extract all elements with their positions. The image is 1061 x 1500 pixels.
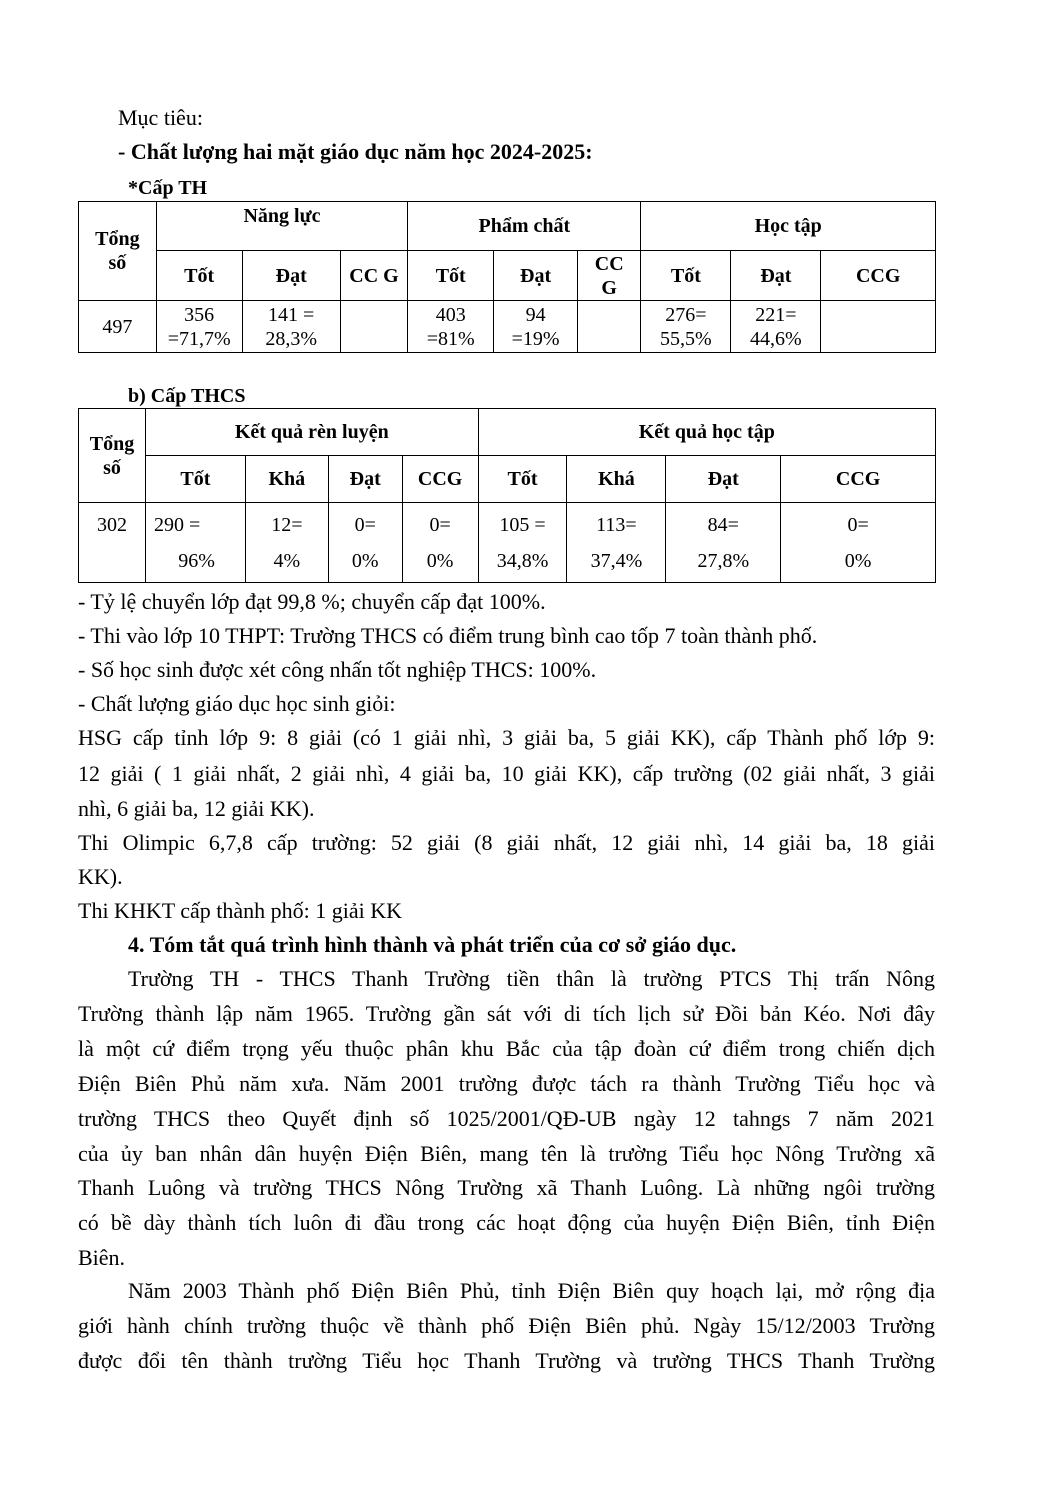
th-sub-header: CCG	[821, 251, 936, 301]
hsg-line: nhì, 6 giải ba, 12 giải KK).	[78, 796, 315, 821]
history-line-2: giới hành chính trường thuộc về thành phố Điện Biên phủ. Ngày 15/12/2003 Trường	[78, 1313, 935, 1338]
thcs-ren-luyen-header: Kết quả rèn luyện	[145, 409, 478, 456]
thcs-value-line1: 0=	[354, 513, 376, 536]
th-tong-so-header: Tổng số	[79, 202, 157, 301]
thcs-value-cell	[478, 503, 567, 583]
thcs-tong-so-header: Tổng số	[79, 409, 146, 503]
history-line: là một cứ điểm trọng yếu thuộc phân khu Bắc của tập đoàn cứ điểm trong chiến dịch	[78, 1036, 935, 1061]
thcs-total-value: 302	[96, 514, 127, 536]
history-line: Trường thành lập năm 1965. Trường gần sát với di tích lịch sử Đồi bản Kéo. Nơi đây	[78, 1001, 935, 1026]
thcs-value-line2: 4%	[273, 549, 301, 572]
thcs-total-cell	[79, 503, 146, 583]
thcs-value-line1: 290 =	[153, 513, 201, 536]
thcs-value-cell	[781, 503, 936, 583]
muc-tieu-label: Mục tiêu:	[118, 105, 203, 130]
thcs-value-line2: 0%	[844, 549, 872, 572]
thcs-value-cell	[567, 503, 666, 583]
history-line: có bề dày thành tích luôn đi đầu trong các hoạt động của huyện Điện Biên, tỉnh Điện	[78, 1210, 935, 1235]
history-line: trường THCS theo Quyết định số 1025/2001/QĐ-UB ngày 12 tahngs 7 năm 2021	[78, 1106, 935, 1131]
th-value-cell: 276= 55,5%	[641, 301, 731, 353]
th-sub-header: CC G	[340, 251, 407, 301]
th-value-cell: 356 =71,7%	[156, 301, 242, 353]
thcs-results-table	[78, 408, 936, 583]
hsg-line: 12 giải ( 1 giải nhất, 2 giải nhì, 4 giải ba, 10 giải KK), cấp trường (02 giải nhất, 3 giải	[78, 761, 935, 786]
thcs-value-line2: 37,4%	[590, 549, 643, 572]
thcs-value-line2: 34,8%	[496, 549, 549, 572]
thcs-sub-header: Khá	[567, 456, 666, 503]
thcs-value-line1: 0=	[429, 513, 451, 536]
thcs-sub-header: Đạt	[328, 456, 402, 503]
th-results-table	[78, 201, 936, 353]
quality-heading: - Chất lượng hai mặt giáo dục năm học 2024-2025:	[118, 139, 593, 164]
result-line: - Thi vào lớp 10 THPT: Trường THCS có điểm trung bình cao tốp 7 toàn thành phố.	[78, 623, 818, 648]
olympic-line: KK).	[78, 864, 123, 889]
th-value-cell	[821, 301, 936, 353]
history-line: Trường TH - THCS Thanh Trường tiền thân là trường PTCS Thị trấn Nông	[128, 966, 935, 991]
th-sub-header: Đạt	[242, 251, 340, 301]
thcs-sub-header: Khá	[245, 456, 328, 503]
result-line: - Tỷ lệ chuyển lớp đạt 99,8 %; chuyển cấp đạt 100%.	[78, 589, 546, 614]
thcs-value-cell	[145, 503, 245, 583]
result-line: - Số học sinh được xét công nhấn tốt nghiệp THCS: 100%.	[78, 657, 597, 682]
th-label: *Cấp TH	[128, 177, 208, 199]
th-value-cell	[578, 301, 641, 353]
history-line: Điện Biên Phủ năm xưa. Năm 2001 trường được tách ra thành Trường Tiểu học và	[78, 1071, 935, 1096]
th-sub-header: Tốt	[408, 251, 494, 301]
th-nang-luc-header: Năng lực	[156, 202, 408, 251]
th-hoc-tap-header: Học tập	[641, 202, 936, 251]
thcs-value-line1: 12=	[271, 513, 303, 536]
thcs-sub-header: Tốt	[145, 456, 245, 503]
thcs-value-line1: 84=	[707, 513, 739, 536]
th-value-cell: 221= 44,6%	[731, 301, 821, 353]
th-pham-chat-header: Phẩm chất	[408, 202, 641, 251]
th-sub-header: Đạt	[494, 251, 578, 301]
history-line: Biên.	[78, 1245, 126, 1270]
thcs-value-line2: 27,8%	[697, 549, 750, 572]
thcs-value-line1: 113=	[596, 513, 637, 536]
thcs-sub-header: Tốt	[478, 456, 567, 503]
th-value-cell: 141 = 28,3%	[242, 301, 340, 353]
result-line: - Chất lượng giáo dục học sinh giỏi:	[78, 691, 396, 716]
thcs-value-cell	[666, 503, 781, 583]
thcs-value-line1: 0=	[847, 513, 869, 536]
thcs-hoc-tap-header: Kết quả học tập	[478, 409, 935, 456]
th-value-cell	[340, 301, 407, 353]
thcs-value-cell	[402, 503, 478, 583]
thcs-value-line2: 0%	[351, 549, 379, 572]
history-line-2: được đổi tên thành trường Tiểu học Thanh Trường và trường THCS Thanh Trường	[78, 1348, 935, 1373]
thcs-value-line2: 0%	[426, 549, 454, 572]
history-line: của ủy ban nhân dân huyện Điện Biên, mang tên là trường Tiểu học Nông Trường xã	[78, 1141, 935, 1166]
thcs-value-cell	[245, 503, 328, 583]
thcs-sub-header: CCG	[781, 456, 936, 503]
history-line-2: Năm 2003 Thành phố Điện Biên Phủ, tỉnh Điện Biên quy hoạch lại, mở rộng địa	[128, 1278, 935, 1303]
thcs-value-cell	[328, 503, 402, 583]
th-sub-header: Tốt	[156, 251, 242, 301]
history-line: Thanh Luông và trường THCS Nông Trường xã Thanh Luông. Là những ngôi trường	[78, 1175, 935, 1200]
thcs-value-line1: 105 =	[499, 513, 546, 536]
thcs-sub-header: CCG	[402, 456, 478, 503]
th-sub-header: CC G	[578, 251, 641, 301]
th-value-cell: 403 =81%	[408, 301, 494, 353]
hsg-line: HSG cấp tỉnh lớp 9: 8 giải (có 1 giải nhì, 3 giải ba, 5 giải KK), cấp Thành phố lớp 9:	[78, 725, 935, 750]
th-sub-header: Tốt	[641, 251, 731, 301]
thcs-label: b) Cấp THCS	[128, 385, 246, 407]
olympic-line: Thi Olimpic 6,7,8 cấp trường: 52 giải (8 giải nhất, 12 giải nhì, 14 giải ba, 18 giải	[78, 830, 935, 855]
th-sub-header: Đạt	[731, 251, 821, 301]
th-value-cell: 94 =19%	[494, 301, 578, 353]
thcs-sub-header: Đạt	[666, 456, 781, 503]
section-4-heading: 4. Tóm tắt quá trình hình thành và phát triển của cơ sở giáo dục.	[128, 932, 737, 957]
thcs-value-line2: 96%	[178, 549, 215, 572]
khkt-line: Thi KHKT cấp thành phố: 1 giải KK	[78, 898, 403, 923]
th-total-cell: 497	[79, 301, 157, 353]
